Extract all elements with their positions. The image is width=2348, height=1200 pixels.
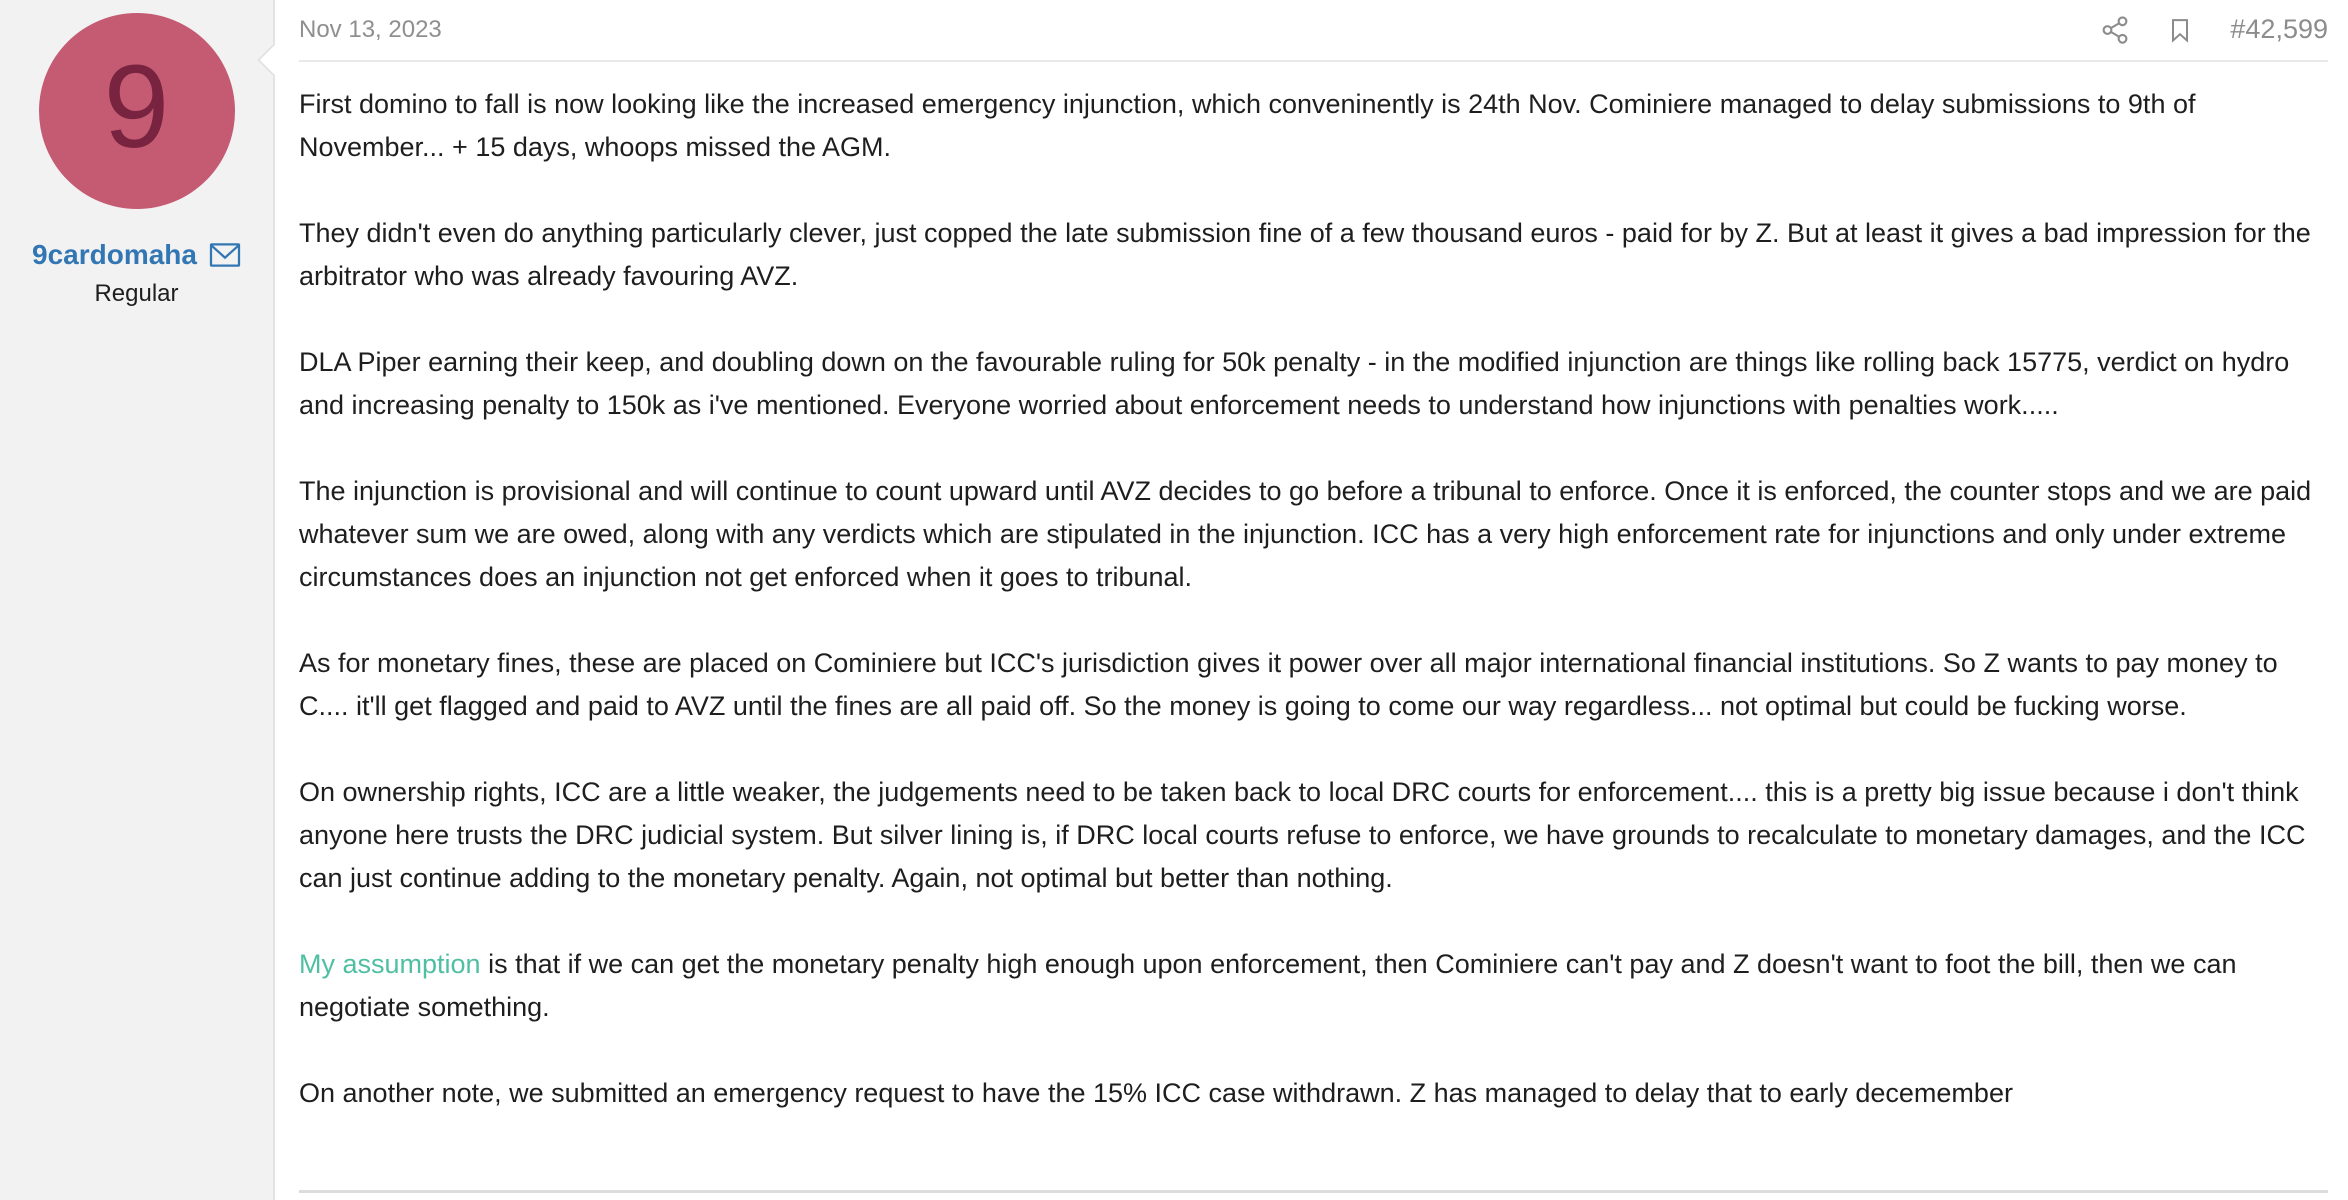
post-paragraph: First domino to fall is now looking like the increased emergency injunction, which conveninently is 24th Nov. Cominiere managed to delay submissions to 9th of November... + 15 days, whoops missed the AGM. <box>299 89 2196 162</box>
bookmark-icon[interactable] <box>2166 15 2194 45</box>
post-actions <box>2100 14 2328 45</box>
author-row <box>0 239 273 271</box>
avatar[interactable] <box>39 13 235 209</box>
post-paragraph: They didn't even do anything particularly clever, just copped the late submission fine of a few thousand euros - paid for by Z. But at least it gives a bad impression for the arbitrator who was already favouring AVZ. <box>299 218 2311 291</box>
post-paragraph: On another note, we submitted an emergency request to have the 15% ICC case withdrawn. Z has managed to delay that to early decemember <box>299 1078 2013 1108</box>
post-paragraph: The injunction is provisional and will continue to count upward until AVZ decides to go before a tribunal to enforce. Once it is enforced, the counter stops and we are paid whatever sum we are owed, along with any verdicts which are stipulated in the injunction. ICC has a very high enforcement rate for injunctions and only under extreme circumstances does an injunction not get enforced when it goes to tribunal. <box>299 476 2312 592</box>
post-paragraph: As for monetary fines, these are placed on Cominiere but ICC's jurisdiction gives it power over all major international financial institutions. So Z wants to pay money to C.... it'll get flagged and paid to AVZ until the fines are all paid off. So the money is going to come our way regardless... not optimal but could be fucking worse. <box>299 648 2278 721</box>
post-number-link[interactable]: #42,599 <box>2230 14 2328 44</box>
username-link[interactable]: 9cardomaha <box>32 239 197 270</box>
member-level: Regular <box>94 280 179 307</box>
assumption-link[interactable]: My assumption <box>299 949 481 979</box>
post-paragraph: On ownership rights, ICC are a little weaker, the judgements need to be taken back to local DRC courts for enforcement.... this is a pretty big issue because i don't think anyone here trusts the DRC judicial system. But silver lining is, if DRC local courts refuse to enforce, we have grounds to recalculate to monetary damages, and the ICC can just continue adding to the monetary penalty. Again, not optimal but better than nothing. <box>299 777 2306 893</box>
assumption-rest: is that if we can get the monetary penalty high enough upon enforcement, then Cominiere can't pay and Z doesn't want to foot the bill, then we can negotiate something. <box>299 949 2237 1022</box>
author-sidebar <box>0 0 273 1200</box>
post-bottom-divider <box>299 1190 2328 1193</box>
post-date: Nov 13, 2023 <box>299 15 442 43</box>
post-body <box>299 62 2328 1115</box>
share-icon[interactable] <box>2100 15 2130 45</box>
post-panel <box>273 0 2348 1200</box>
avatar-initial: 9 <box>103 41 170 173</box>
mail-icon[interactable] <box>209 241 241 269</box>
post-header <box>299 0 2328 62</box>
post-paragraph: DLA Piper earning their keep, and doubling down on the favourable ruling for 50k penalty - in the modified injunction are things like rolling back 15775, verdict on hydro and increasing penalty to 150k as i've mentioned. Everyone worried about enforcement needs to understand how injunctions with penalties work..... <box>299 347 2290 420</box>
post-paragraph-assumption <box>299 943 2328 1029</box>
